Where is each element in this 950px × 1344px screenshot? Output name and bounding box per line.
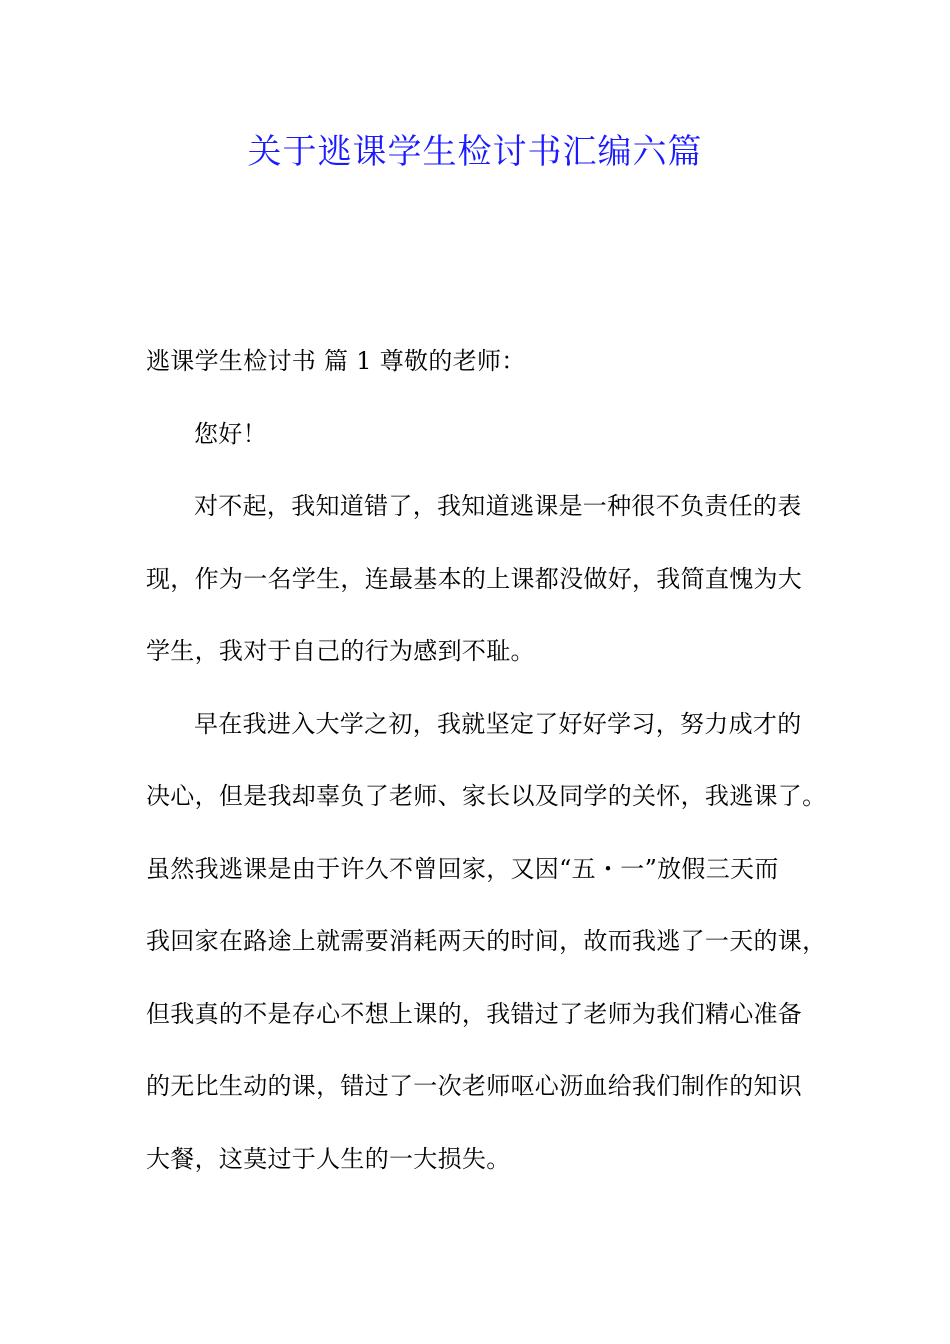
text-line: 早在我进入大学之初，我就坚定了好好学习，努力成才的 <box>194 709 802 738</box>
text-line-greeting: 您好！ <box>194 419 267 448</box>
text-line: 我回家在路途上就需要消耗两天的时间，故而我逃了一天的课， <box>146 927 827 955</box>
text-line: 虽然我逃课是由于许久不曾回家，又因“五・一”放假三天而 <box>146 854 779 883</box>
text-line: 对不起，我知道错了，我知道逃课是一种很不负责任的表 <box>194 492 802 520</box>
document-body <box>146 336 826 1206</box>
text-line: 但我真的不是存心不想上课的，我错过了老师为我们精心准备 <box>146 999 803 1028</box>
text-line: 学生，我对于自己的行为感到不耻。 <box>146 637 535 665</box>
document-title: 关于逃课学生检讨书汇编六篇 <box>247 132 703 172</box>
text-line-heading: 逃课学生检讨书 篇 1 尊敬的老师： <box>146 347 526 375</box>
text-line: 决心，但是我却辜负了老师、家长以及同学的关怀，我逃课了。 <box>146 782 827 810</box>
text-line: 现，作为一名学生，连最基本的上课都没做好，我简直愧为大 <box>146 564 803 593</box>
text-line: 大餐，这莫过于人生的一大损失。 <box>146 1144 511 1173</box>
text-line: 的无比生动的课，错过了一次老师呕心沥血给我们制作的知识 <box>146 1072 803 1100</box>
